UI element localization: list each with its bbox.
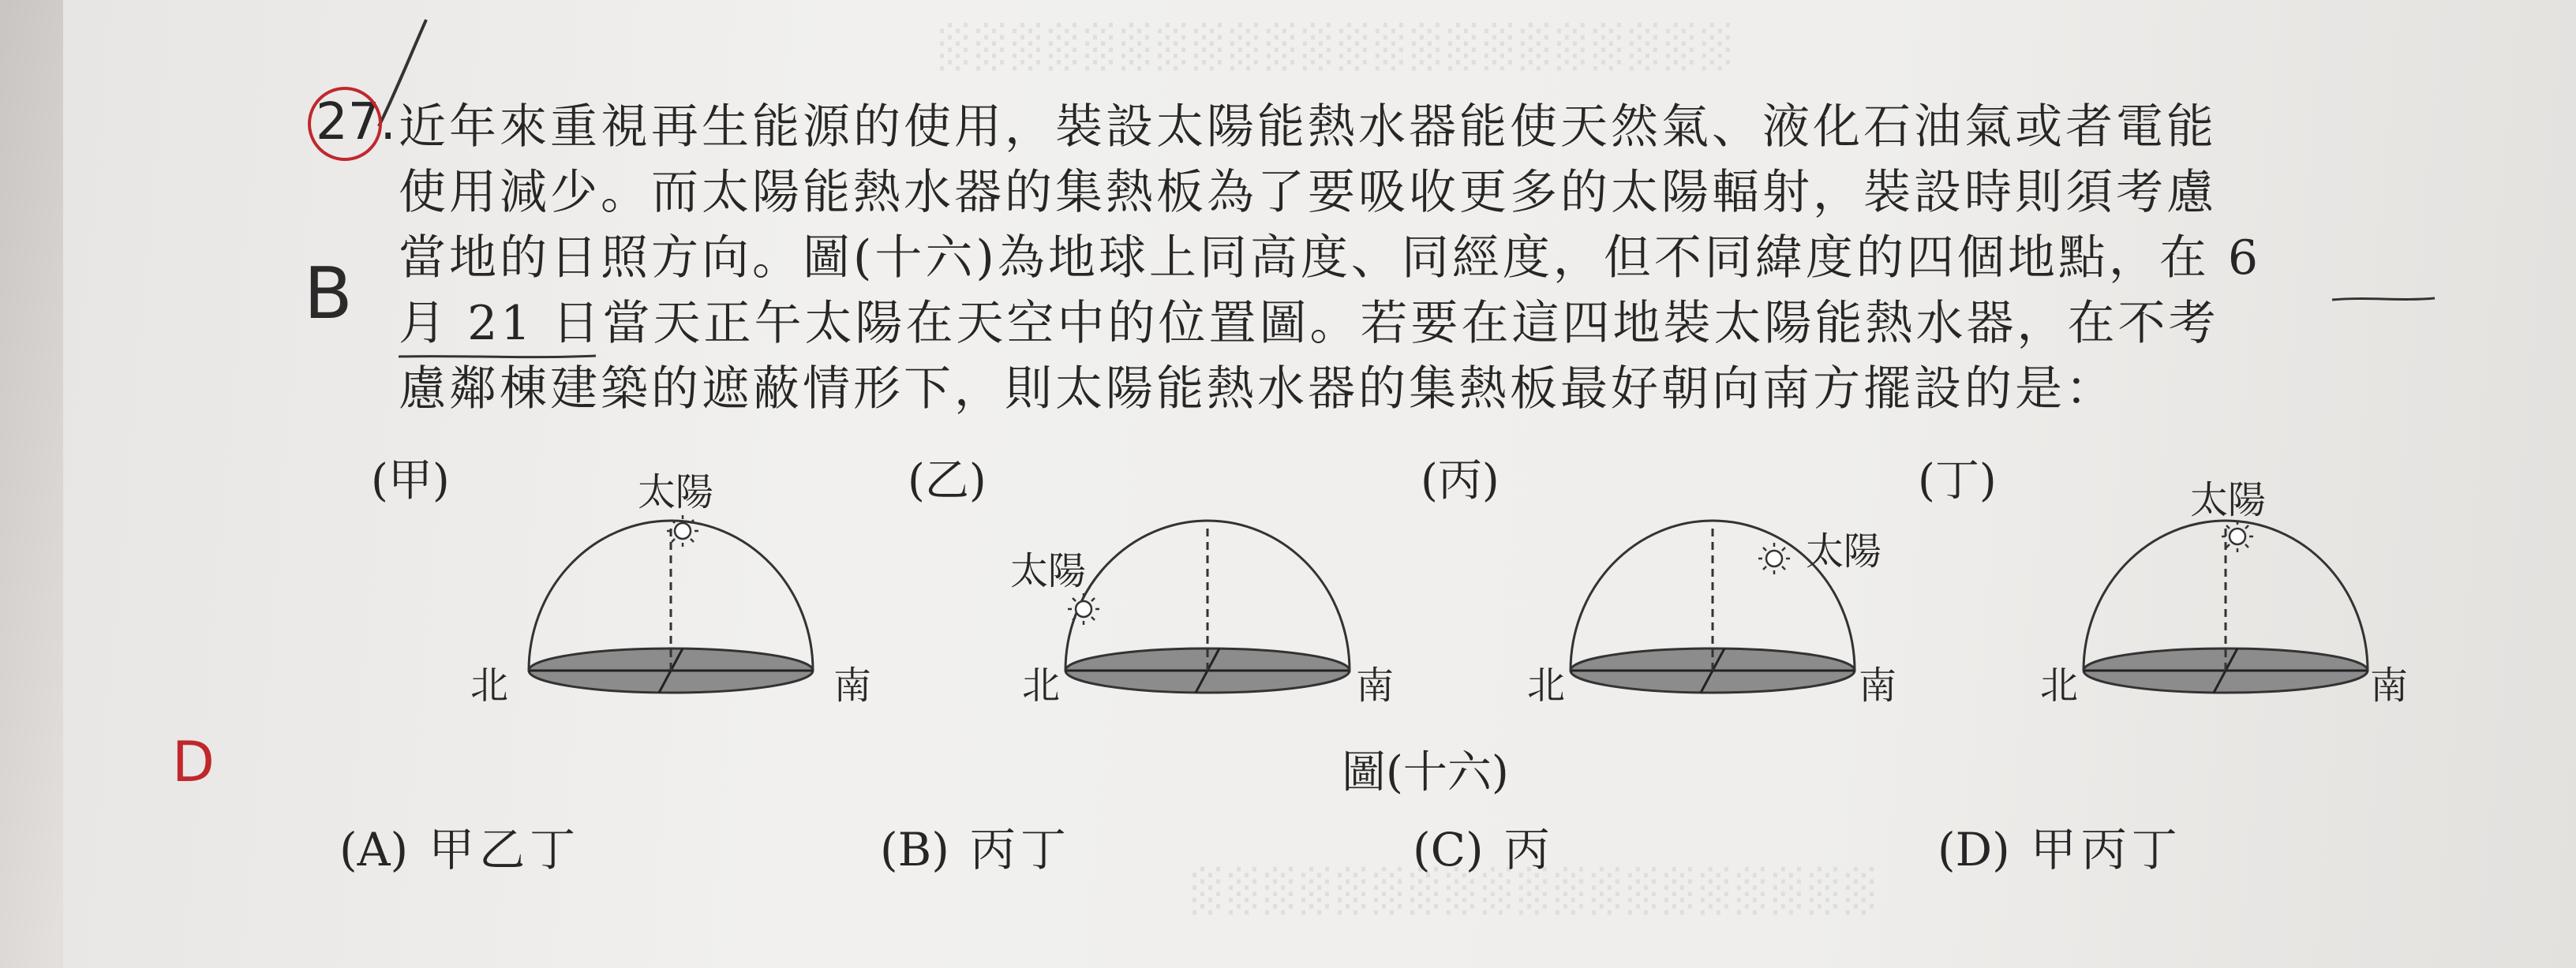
option-a-value: 甲乙丁 — [429, 823, 581, 876]
option-d-value: 甲丙丁 — [2030, 823, 2182, 876]
option-d[interactable] — [1938, 813, 2182, 879]
sun-label-jia: 太陽 — [638, 470, 714, 514]
question-number: 27. — [316, 93, 396, 151]
bleed-through-text: ░░░░░░░░░░░░░░░░░░░ — [1184, 868, 1874, 915]
question-line-4: 月 21 日當天正午太陽在天空中的位置圖。若要在這四地裝太陽能熱水器，在不考 — [399, 296, 2219, 351]
option-a-key: (A) — [339, 823, 409, 876]
question-line-2: 使用減少。而太陽能熱水器的集熱板為了要吸收更多的太陽輻射，裝設時則須考慮 — [399, 165, 2217, 220]
south-label-jia: 南 — [833, 663, 872, 708]
panel-label-jia: (甲) — [371, 455, 450, 506]
north-label-bing: 北 — [1527, 663, 1566, 708]
option-b-value: 丙丁 — [969, 823, 1071, 876]
south-label-ding: 南 — [2370, 663, 2409, 708]
option-c-key: (C) — [1413, 823, 1484, 876]
diagram-jia — [521, 505, 829, 710]
south-label-bing: 南 — [1859, 663, 1897, 708]
panel-label-bing: (丙) — [1421, 455, 1500, 506]
handwritten-answer-red: D — [172, 730, 215, 794]
option-c[interactable] — [1413, 813, 1555, 879]
north-label-jia: 北 — [470, 663, 509, 708]
diagram-yi — [1058, 505, 1365, 710]
red-circle-mark — [308, 87, 382, 161]
north-label-ding: 北 — [2040, 663, 2079, 708]
pen-underline — [2328, 292, 2439, 308]
north-label-yi: 北 — [1022, 663, 1061, 708]
sun-label-ding: 太陽 — [2190, 478, 2267, 522]
sun-label-bing: 太陽 — [1806, 529, 1882, 574]
option-a[interactable] — [339, 813, 580, 879]
question-number-text: 27 — [316, 93, 380, 151]
sun-icon — [1758, 543, 1790, 574]
option-b[interactable] — [880, 813, 1071, 879]
pen-underline — [395, 349, 600, 364]
south-label-yi: 南 — [1356, 663, 1395, 708]
question-line-1: 近年來重視再生能源的使用，裝設太陽能熱水器能使天然氣、液化石油氣或者電能 — [399, 99, 2217, 155]
sun-label-yi: 太陽 — [1010, 549, 1087, 593]
option-d-key: (D) — [1938, 823, 2010, 876]
option-c-value: 丙 — [1503, 823, 1555, 876]
panel-label-yi: (乙) — [908, 455, 987, 506]
question-line-3: 當地的日照方向。圖(十六)為地球上同高度、同經度，但不同緯度的四個地點，在 6 — [399, 230, 2262, 286]
question-line-5: 慮鄰棟建築的遮蔽情形下，則太陽能熱水器的集熱板最好朝向南方擺設的是： — [399, 361, 2116, 417]
bleed-through-text: ░░░░░░░░░░░░░░░░░░░░░░ — [931, 24, 1730, 71]
figure-caption: 圖(十六) — [1342, 747, 1509, 798]
handwritten-answer-black: B — [304, 252, 353, 335]
diagram-bing — [1563, 505, 1870, 710]
diagram-ding — [2076, 505, 2383, 710]
panel-label-ding: (丁) — [1918, 455, 1997, 506]
option-b-key: (B) — [880, 823, 949, 876]
